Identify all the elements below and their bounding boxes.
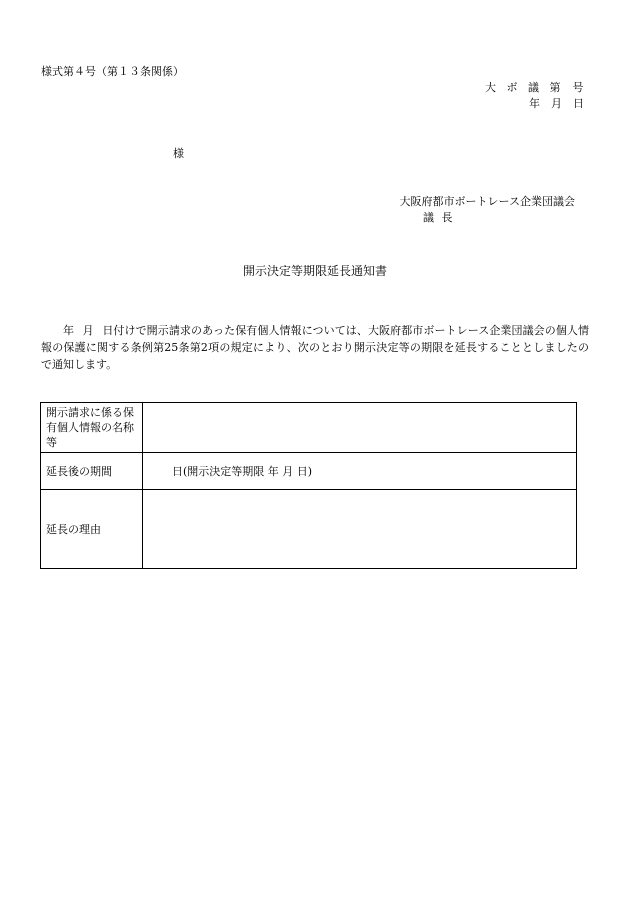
table-value-extended-period: 日(開示決定等期限 年 月 日) xyxy=(143,453,577,490)
table-label-extended-period: 延長後の期間 xyxy=(41,453,143,490)
notice-body xyxy=(41,322,589,373)
document-date: 年 月 日 xyxy=(529,97,584,110)
extension-details-table xyxy=(40,402,577,569)
notice-body-date: 年 月 日付けで xyxy=(63,324,147,337)
table-row-extended-period xyxy=(41,453,577,490)
table-value-information-name xyxy=(143,403,577,453)
table-label-extension-reason: 延長の理由 xyxy=(41,490,143,569)
table-value-extension-reason xyxy=(143,490,577,569)
issuer-title: 議 長 xyxy=(423,211,453,224)
table-row-extension-reason xyxy=(41,490,577,569)
addressee-honorific: 様 xyxy=(173,147,184,160)
table-label-information-name: 開示請求に係る保有個人情報の名称等 xyxy=(41,403,143,453)
form-number: 様式第４号（第１３条関係） xyxy=(41,65,184,78)
table-row-information-name xyxy=(41,403,577,453)
document-title: 開示決定等期限延長通知書 xyxy=(242,264,387,278)
issuer-organization: 大阪府都市ボートレース企業団議会 xyxy=(399,195,575,208)
document-number: 大 ボ 議 第 号 xyxy=(485,81,584,94)
notice-body-text: 開示請求のあった保有個人情報については、大阪府都市ボートレース企業団議会の個人情報の保護に関する条例第25条第2項の規定により、次のとおり開示決定等の期限を延長することとしましたので通知します。 xyxy=(41,324,589,371)
